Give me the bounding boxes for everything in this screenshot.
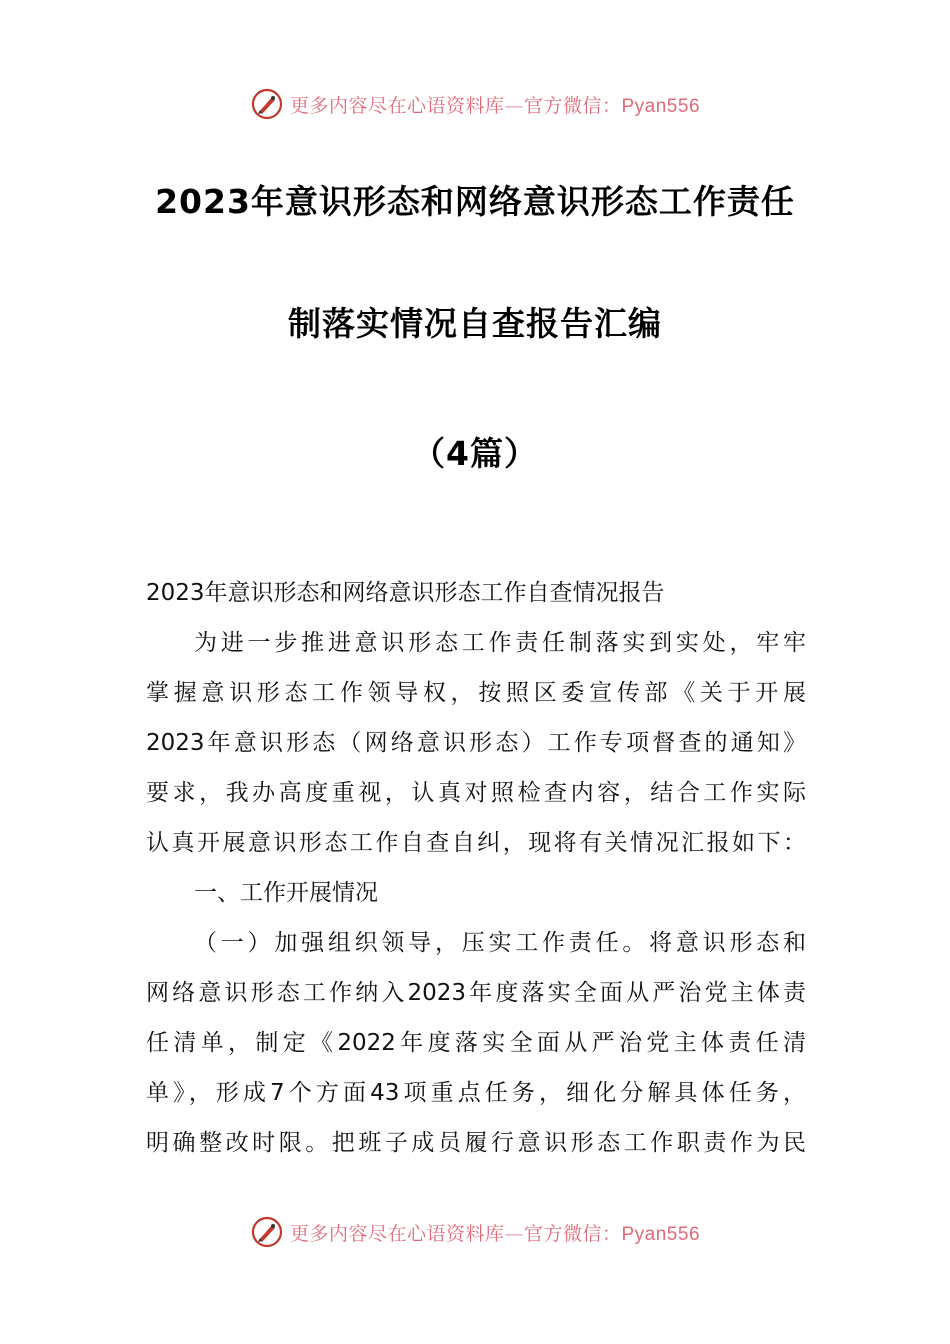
watermark-wechat-id: Pyan556	[621, 1223, 701, 1245]
pen-circle-logo-icon	[250, 87, 284, 121]
paragraph-line: 网络意识形态工作纳入2023年度落实全面从严治党主体责	[146, 980, 806, 1006]
document-title-line-1: 2023年意识形态和网络意识形态工作责任	[155, 182, 795, 221]
watermark-dash: —	[504, 94, 524, 117]
footer-watermark	[0, 1212, 950, 1252]
watermark-wechat-label: 官方微信：	[523, 1222, 622, 1245]
paragraph-line: 为进一步推进意识形态工作责任制落实到实处，牢牢	[194, 630, 806, 656]
paragraph-line: （一）加强组织领导，压实工作责任。将意识形态和	[194, 930, 806, 956]
watermark-wechat-id: Pyan556	[621, 95, 701, 117]
document-title-count: （4篇）	[412, 434, 538, 473]
watermark-main-text: 更多内容尽在心语资料库	[289, 1222, 505, 1245]
paragraph-line: 要求，我办高度重视，认真对照检查内容，结合工作实际	[146, 780, 806, 806]
paragraph-line: 2023年意识形态（网络意识形态）工作专项督查的通知》	[146, 730, 806, 756]
section-heading: 2023年意识形态和网络意识形态工作自查情况报告	[146, 580, 665, 606]
paragraph-line: 任清单，制定《2022年度落实全面从严治党主体责任清	[146, 1030, 806, 1056]
subsection-heading: 一、工作开展情况	[194, 880, 378, 906]
paragraph-line: 认真开展意识形态工作自查自纠，现将有关情况汇报如下：	[146, 830, 806, 856]
paragraph-line: 明确整改时限。把班子成员履行意识形态工作职责作为民	[146, 1130, 806, 1156]
header-watermark	[0, 84, 950, 124]
paragraph-line: 单》，形成7个方面43项重点任务，细化分解具体任务，	[146, 1080, 806, 1106]
watermark-wechat-label: 官方微信：	[523, 94, 622, 117]
pen-circle-logo-icon	[250, 1215, 284, 1249]
watermark-dash: —	[504, 1222, 524, 1245]
document-title-line-2: 制落实情况自查报告汇编	[288, 304, 662, 343]
paragraph-line: 掌握意识形态工作领导权，按照区委宣传部《关于开展	[146, 680, 806, 706]
watermark-main-text: 更多内容尽在心语资料库	[289, 94, 505, 117]
